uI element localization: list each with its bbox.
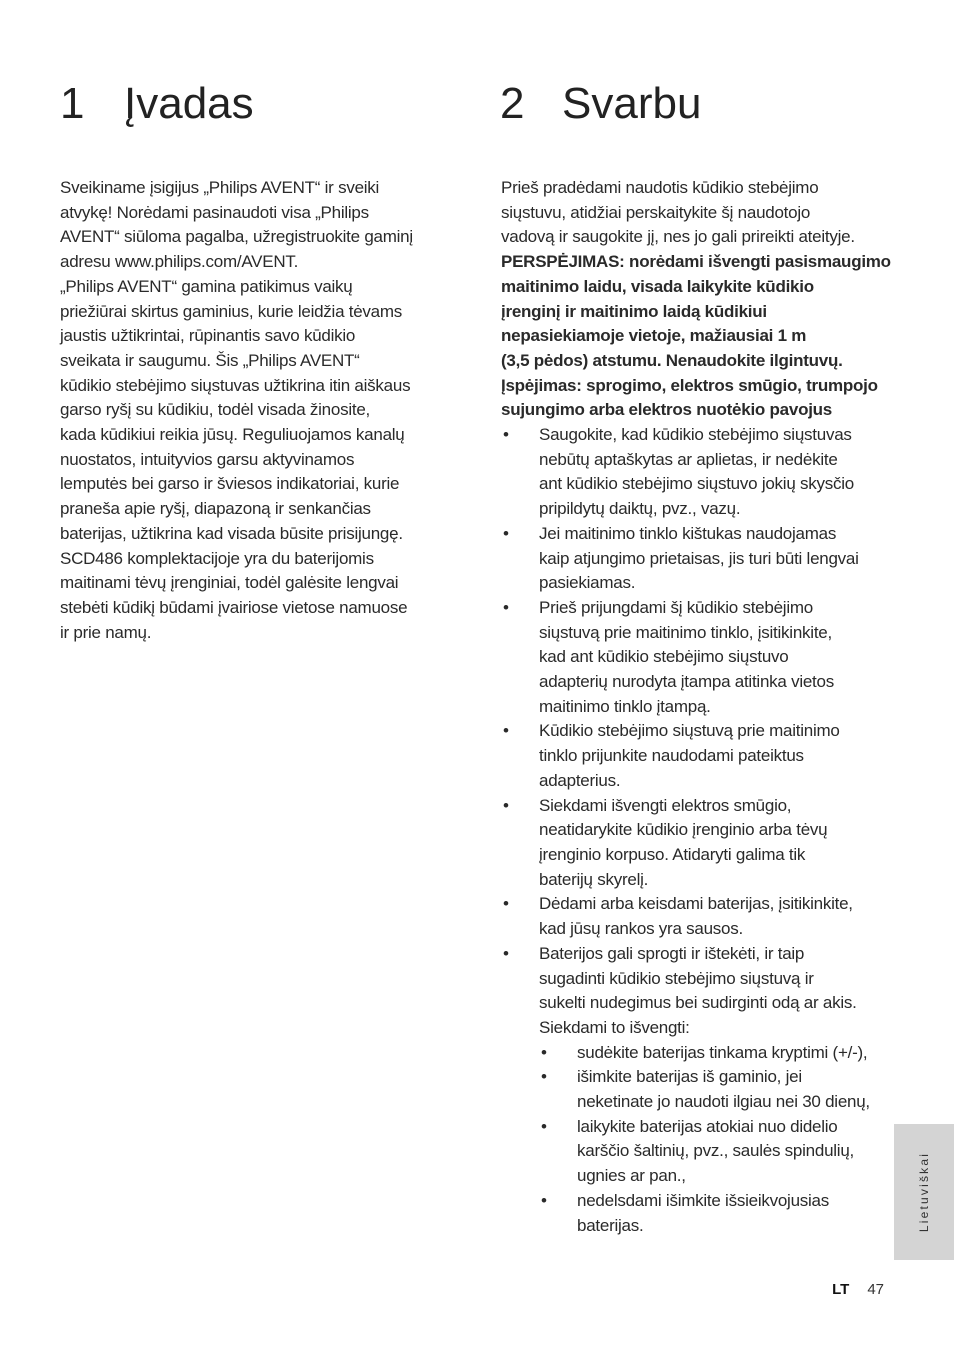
bullet-marker: • <box>503 721 509 741</box>
bullet-line: Prieš prijungdami šį kūdikio stebėjimo <box>539 597 813 617</box>
text-line: lemputės bei garso ir šviesos indikatoriai, kurie <box>60 474 400 494</box>
warning-line: nepasiekiamoje vietoje, mažiausiai 1 m <box>501 326 807 346</box>
bullet-line: ant kūdikio stebėjimo siųstuvo jokių skysčio <box>539 474 854 494</box>
sub-bullet-line: laikykite baterijas atokiai nuo didelio <box>577 1116 838 1136</box>
bullet-line: Baterijos gali sprogti ir ištekėti, ir taip <box>539 943 805 963</box>
bullet-line: Jei maitinimo tinklo kištukas naudojamas <box>539 523 837 543</box>
bullet-line: Dėdami arba keisdami baterijas, įsitikinkite, <box>539 894 853 914</box>
text-line: garso ryšį su kūdikiu, todėl visada žinosite, <box>60 400 371 420</box>
bullet-marker: • <box>541 1067 547 1087</box>
bullet-line: kad ant kūdikio stebėjimo siųstuvo <box>539 647 789 667</box>
sub-bullet-item <box>539 1115 891 1189</box>
bullet-marker: • <box>503 597 509 617</box>
safety-intro-paragraph <box>501 176 891 250</box>
text-line: atvykę! Norėdami pasinaudoti visa „Philips <box>60 202 369 222</box>
text-line: kūdikio stebėjimo siųstuvas užtikrina itin aiškaus <box>60 375 411 395</box>
text-line: praneša apie ryšį, diapazoną ir senkančias <box>60 499 371 519</box>
section-number: 1 <box>60 79 85 128</box>
bullet-line: kad jūsų rankos yra sausos. <box>539 919 743 939</box>
sub-bullet-line: neketinate jo naudoti ilgiau nei 30 dienų, <box>577 1092 870 1112</box>
page-number: 47 <box>867 1281 884 1298</box>
bullet-line: pripildytų daiktų, pvz., vazų. <box>539 499 741 519</box>
text-line: vadovą ir saugokite jį, nes jo gali prireikti ateityje. <box>501 227 855 247</box>
bullet-line: adapterius. <box>539 770 621 790</box>
bullet-item <box>501 719 891 793</box>
text-line: nuostatos, intuityvios garsu aktyvinamos <box>60 449 355 469</box>
bullet-marker: • <box>503 795 509 815</box>
section-1-heading <box>60 78 254 130</box>
bullet-line: neatidarykite kūdikio įrenginio arba tėvų <box>539 820 828 840</box>
bullet-line: tinklo prijunkite naudodami pateiktus <box>539 746 804 766</box>
section-number: 2 <box>500 79 525 128</box>
bullet-line: kaip atjungimo prietaisas, jis turi būti lengvai <box>539 548 859 568</box>
sub-bullet-line: nedelsdami išimkite išsieikvojusias <box>577 1190 830 1210</box>
warning-paragraph <box>501 250 891 423</box>
text-line: maitinami tėvų įrenginiai, todėl galėsite lengvai <box>60 573 399 593</box>
text-line: baterijas, užtikrina kad visada būsite prisijungę. <box>60 523 403 543</box>
text-line: AVENT“ siūloma pagalba, užregistruokite gaminį <box>60 227 413 247</box>
warning-line: maitinimo laidu, visada laikykite kūdikio <box>501 276 814 296</box>
text-line: priežiūrai skirtus gaminius, kurie leidžia tėvams <box>60 301 403 321</box>
bullet-line: adapterių nurodyta įtampa atitinka vietos <box>539 672 834 692</box>
warning-line: (3,5 pėdos) atstumu. Nenaudokite ilgintuvų. <box>501 350 843 370</box>
bullet-line: įrenginio korpuso. Atidaryti galima tik <box>539 844 806 864</box>
bullet-line: Siekdami išvengti elektros smūgio, <box>539 795 792 815</box>
text-line: jaustis užtikrintai, rūpinantis savo kūdikio <box>60 326 356 346</box>
page-footer <box>760 1281 884 1298</box>
warning-line: PERSPĖJIMAS: norėdami išvengti pasismaugimo <box>501 252 891 272</box>
bullet-line: Kūdikio stebėjimo siųstuvą prie maitinimo <box>539 721 840 741</box>
bullet-item <box>501 794 891 893</box>
sub-bullet-item <box>539 1065 891 1114</box>
sub-bullet-list <box>539 1041 891 1239</box>
bullet-line: nebūtų aptaškytas ar aplietas, ir nedėkite <box>539 449 838 469</box>
language-side-tab <box>894 1124 954 1260</box>
text-line: Prieš pradėdami naudotis kūdikio stebėjimo <box>501 178 819 197</box>
text-line: siųstuvu, atidžiai perskaitykite šį naudotojo <box>501 202 811 222</box>
bullet-marker: • <box>541 1042 547 1062</box>
sub-bullet-line: karščio šaltinių, pvz., saulės spindulių, <box>577 1141 854 1161</box>
text-line: Sveikiname įsigijus „Philips AVENT“ ir sveiki <box>60 178 380 197</box>
bullet-line: sugadinti kūdikio stebėjimo siųstuvą ir <box>539 968 814 988</box>
text-line: stebėti kūdikį būdami įvairiose vietose namuose <box>60 597 408 617</box>
warning-line: įrenginį ir maitinimo laidą kūdikiui <box>501 301 767 321</box>
bullet-item <box>501 522 891 596</box>
language-tab-label: Lietuviškai <box>917 1151 931 1233</box>
warning-line: Įspėjimas: sprogimo, elektros smūgio, trumpojo <box>501 375 878 395</box>
bullet-line: Siekdami to išvengti: <box>539 1017 690 1037</box>
safety-bullet-list <box>501 423 891 1238</box>
sub-bullet-line: baterijas. <box>577 1215 644 1235</box>
intro-text-column <box>60 176 445 645</box>
text-line: adresu www.philips.com/AVENT. <box>60 252 299 272</box>
bullet-marker: • <box>503 894 509 914</box>
sub-bullet-item <box>539 1041 891 1066</box>
text-line: SCD486 komplektacijoje yra du baterijomis <box>60 548 374 568</box>
text-line: „Philips AVENT“ gamina patikimus vaikų <box>60 276 353 296</box>
sub-bullet-line: sudėkite baterijas tinkama kryptimi (+/-), <box>577 1042 868 1062</box>
section-2-heading <box>500 78 701 130</box>
text-line: kada kūdikiui reikia jūsų. Reguliuojamos kanalų <box>60 425 405 445</box>
text-line: sveikata ir saugumu. Šis „Philips AVENT“ <box>60 350 360 370</box>
sub-bullet-line: ugnies ar pan., <box>577 1166 686 1186</box>
bullet-marker: • <box>503 523 509 543</box>
section-title: Svarbu <box>562 79 702 128</box>
safety-text-column <box>501 176 891 1238</box>
sub-bullet-line: išimkite baterijas iš gaminio, jei <box>577 1067 802 1087</box>
bullet-marker: • <box>503 425 509 445</box>
bullet-marker: • <box>503 943 509 963</box>
footer-language-code: LT <box>832 1281 850 1298</box>
bullet-item <box>501 892 891 941</box>
bullet-line: pasiekiamas. <box>539 573 636 593</box>
bullet-item <box>501 423 891 522</box>
section-title: Įvadas <box>124 79 254 128</box>
bullet-line: siųstuvą prie maitinimo tinklo, įsitikinkite, <box>539 622 832 642</box>
bullet-line: baterijų skyrelį. <box>539 869 649 889</box>
bullet-line: maitinimo tinklo įtampą. <box>539 696 711 716</box>
bullet-marker: • <box>541 1116 547 1136</box>
bullet-item <box>501 596 891 720</box>
text-line: ir prie namų. <box>60 622 152 642</box>
bullet-item <box>501 942 891 1238</box>
bullet-marker: • <box>541 1190 547 1210</box>
bullet-line: sukelti nudegimus bei sudirginti odą ar akis. <box>539 993 857 1013</box>
warning-line: sujungimo arba elektros nuotėkio pavojus <box>501 400 833 420</box>
bullet-line: Saugokite, kad kūdikio stebėjimo siųstuvas <box>539 425 852 445</box>
sub-bullet-item <box>539 1189 891 1238</box>
